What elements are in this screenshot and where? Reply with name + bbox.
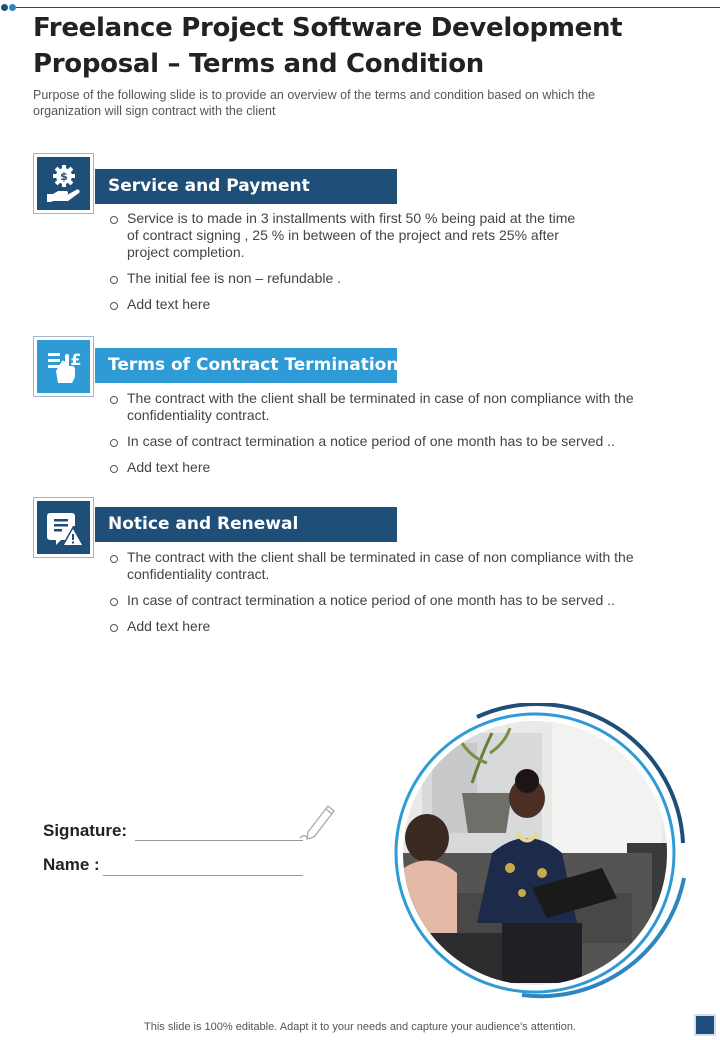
list-item: Add text here — [108, 459, 648, 476]
bullet-list — [108, 549, 648, 644]
pen-icon — [298, 800, 338, 842]
svg-text:$: $ — [59, 169, 68, 183]
purpose-text: Purpose of the following slide is to provide an overview of the terms and condition based on which the organization will sign contract with the client — [33, 88, 596, 118]
team-photo — [392, 703, 698, 1003]
name-label: Name : — [43, 855, 100, 874]
bullet-list — [108, 390, 648, 485]
list-item: Service is to made in 3 installments with first 50 % being paid at the time of contract signing , 25 % in between of the project and rets 25% after project completion. — [108, 210, 578, 261]
bullet-list — [108, 210, 578, 322]
pound-hand-icon — [33, 336, 94, 397]
list-item: The contract with the client shall be terminated in case of non compliance with the confidentiality contract. — [108, 390, 648, 424]
section-heading: Terms of Contract Termination — [95, 348, 397, 383]
section-heading: Service and Payment — [95, 169, 397, 204]
money-hand-icon — [33, 153, 94, 214]
name-line[interactable] — [103, 875, 303, 876]
signature-line[interactable] — [135, 840, 303, 841]
list-item: In case of contract termination a notice period of one month has to be served .. — [108, 433, 648, 450]
list-item: Add text here — [108, 618, 648, 635]
decor-dot — [9, 4, 16, 11]
footer-text: This slide is 100% editable. Adapt it to your needs and capture your audience's attention. — [144, 1021, 576, 1033]
list-item: In case of contract termination a notice period of one month has to be served .. — [108, 592, 648, 609]
section-heading: Notice and Renewal — [95, 507, 397, 542]
decor-dot — [1, 4, 8, 11]
svg-text:£: £ — [69, 349, 82, 369]
list-item: Add text here — [108, 296, 578, 313]
list-item: The contract with the client shall be terminated in case of non compliance with the confidentiality contract. — [108, 549, 648, 583]
list-item: The initial fee is non – refundable . — [108, 270, 578, 287]
page-title: Freelance Project Software Development Proposal – Terms and Condition — [33, 13, 623, 79]
corner-square — [694, 1014, 716, 1036]
message-warning-icon — [33, 497, 94, 558]
top-rule — [16, 7, 720, 8]
signature-label: Signature: — [43, 821, 128, 840]
